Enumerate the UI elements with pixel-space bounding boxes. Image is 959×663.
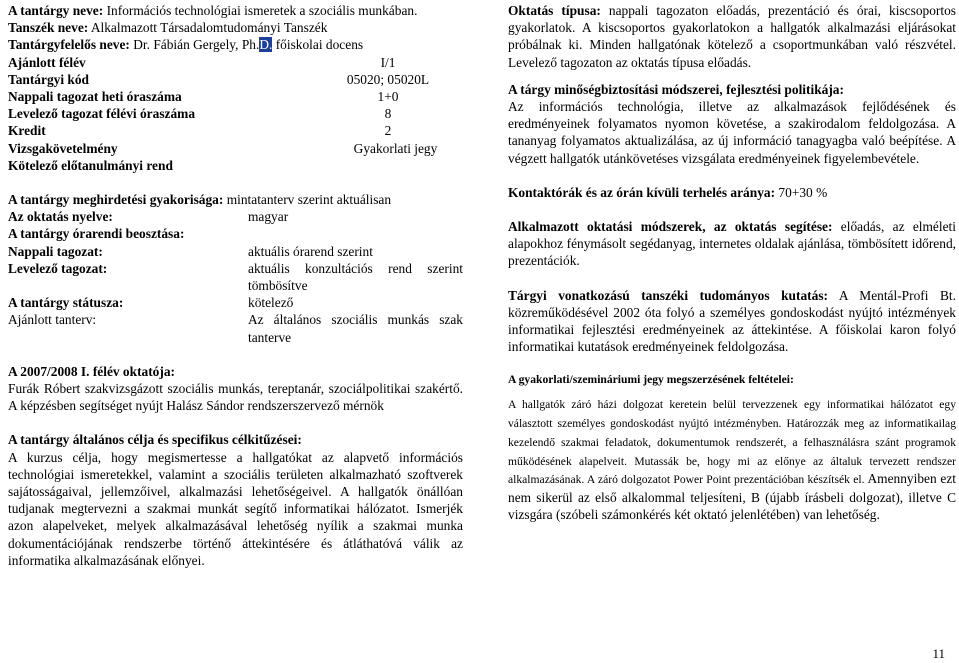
left-column bbox=[8, 2, 463, 569]
course-info-table bbox=[8, 54, 463, 174]
course-name-label: A tantárgy neve: bbox=[8, 3, 104, 18]
methods bbox=[508, 218, 956, 270]
row-label: Kredit bbox=[8, 123, 46, 139]
day-course-label: Nappali tagozat: bbox=[8, 243, 103, 259]
course-lead bbox=[8, 36, 463, 53]
language-value: magyar bbox=[248, 209, 289, 225]
qa-heading: A tárgy minőségbiztosítási módszerei, fejlesztési politikája: bbox=[508, 81, 844, 97]
methods-label: Alkalmazott oktatási módszerek, az oktatás segítése: bbox=[508, 219, 833, 235]
row-value: 2 bbox=[384, 123, 392, 139]
methods-value: előadás, az elméleti alapokhoz fénymásolt segédanyag, internetes oldalak ajánlása, tömbösített időrend, prezentációk. bbox=[508, 219, 956, 269]
table-row bbox=[8, 122, 463, 139]
row-label: Ajánlott félév bbox=[8, 54, 86, 70]
row-label: Levelező tagozat félévi óraszáma bbox=[8, 106, 196, 122]
grading-text-normal: Amennyiben ezt nem sikerül az első alkalommal teljesíteni, B (újabb írásbeli dolgozat), illetve C vizsgára (szóbeli számonkérés két oktató jelenlétében) van lehetőség. bbox=[508, 471, 957, 523]
right-column bbox=[508, 2, 956, 524]
status-row bbox=[8, 294, 463, 311]
row-value: 05020; 05020L bbox=[346, 71, 430, 87]
teacher-heading: A 2007/2008 I. félév oktatója: bbox=[8, 363, 175, 379]
department-value: Alkalmazott Társadalomtudományi Tanszék bbox=[90, 20, 328, 36]
curriculum-row bbox=[8, 311, 463, 345]
teaching-type bbox=[508, 2, 956, 71]
grading-text-small: A hallgatók záró házi dolgozat keretein belül tervezzenek egy informatikai hálózatot egy választott személyes gondoskodást nyújtó intézményben. Határozzák meg az informatikailag kezelendő szakmai feladatok, dokumentumok rendszerét, a felhasználásra szánt programok működésének alapelveit. Mutassák be, hogy mi az előnye az általuk tervezett rendszer alkalmazásának. A záró dolgozatot Power Point prezentációban készítsék el. bbox=[508, 398, 956, 487]
contact-hours-label: Kontaktórák és az órán kívüli terhelés aránya: bbox=[508, 184, 776, 200]
correspondence-value: aktuális konzultációs rend szerint tömbösítve bbox=[248, 260, 463, 294]
status-label: A tantárgy státusza: bbox=[8, 295, 124, 311]
language-row bbox=[8, 208, 463, 225]
timetable-heading: A tantárgy órarendi beosztása: bbox=[8, 226, 185, 242]
table-row bbox=[8, 88, 463, 105]
language-label: Az oktatás nyelve: bbox=[8, 209, 113, 225]
department-label: Tanszék neve: bbox=[8, 20, 89, 36]
course-name-value: Információs technológiai ismeretek a szociális munkában. bbox=[106, 3, 418, 18]
day-course-row bbox=[8, 243, 463, 260]
offer-frequency-label: A tantárgy meghirdetési gyakorisága: bbox=[8, 192, 224, 208]
correspondence-row bbox=[8, 260, 463, 294]
row-label: Nappali tagozat heti óraszáma bbox=[8, 89, 182, 105]
goal-heading: A tantárgy általános célja és specifikus célkitűzései: bbox=[8, 432, 302, 448]
text-selection[interactable]: D. bbox=[259, 37, 273, 53]
row-label: Vizsgakövetelmény bbox=[8, 140, 118, 156]
row-label: Kötelező előtanulmányi rend bbox=[8, 157, 173, 173]
correspondence-label: Levelező tagozat: bbox=[8, 260, 108, 276]
offer-frequency-value: mintatanterv szerint aktuálisan bbox=[226, 192, 392, 208]
page-number: 11 bbox=[932, 646, 945, 661]
row-value: 1+0 bbox=[377, 89, 399, 105]
grading-text bbox=[508, 395, 956, 523]
contact-hours bbox=[508, 184, 956, 201]
row-value bbox=[313, 157, 463, 174]
table-row bbox=[8, 71, 463, 88]
contact-hours-value: 70+30 % bbox=[778, 184, 828, 200]
status-value: kötelező bbox=[248, 295, 294, 311]
course-lead-title: főiskolai docens bbox=[272, 37, 364, 53]
row-value: 8 bbox=[384, 106, 392, 122]
course-lead-value: Dr. Fábián Gergely, Ph. bbox=[133, 37, 260, 53]
goal-text: A kurzus célja, hogy megismertesse a hallgatókat az alapvető információs technológiai ismeretekkel, valamint a szociális területen alkalmazható szoftverek sajátosságaival, jellemzőivel, alkalmazási lehetőségeivel. A hallgatók önállóan tudjanak megtervezni a szakmai munkát segítő informatikai hálózatot. Ismerjék azon alapelveket, melyek alkalmazásával lehetőség nyílik a szakmai munka dokumentációjának rendszerbe történő áttekintésére és átláthatóvá válik az informatika alkalmazásának előnyei. bbox=[8, 449, 463, 568]
teacher-text: Furák Róbert szakvizsgázott szociális munkás, tereptanár, szociálpolitikai szakértő. A képzésben segítséget nyújt Halász Sándor rendszerszervező mérnök bbox=[8, 381, 463, 414]
curriculum-value: Az általános szociális munkás szak tanterve bbox=[248, 312, 463, 345]
table-row bbox=[8, 140, 463, 157]
row-label: Tantárgyi kód bbox=[8, 71, 89, 87]
research-value: A Mentál-Profi Bt. közreműködésével 2002 óta folyó a személyes gondoskodást nyújtó intézmények informatikai fejlesztési eredményeinek az áttekintése. A főiskolai karon folyó informatikai kutatások eredményeinek feldolgozása. bbox=[508, 287, 957, 355]
row-value: I/1 bbox=[380, 54, 396, 70]
offer-frequency bbox=[8, 191, 463, 208]
grading-heading: A gyakorlati/szemináriumi jegy megszerzésének feltételei: bbox=[508, 373, 794, 387]
research-label: Tárgyi vonatkozású tanszéki tudományos kutatás: bbox=[508, 287, 828, 303]
qa-text: Az információs technológia, illetve az alkalmazások fejlődésének és eredményeinek folyamatos nyomon követése, a szakirodalom feldolgozása. A tananyag folyamatos aktualizálása, az új információ tanagyagba való beépítése. A végzett hallgatók utánkövetéses vizsgálata eredményeinek figyelembevétele. bbox=[508, 99, 956, 166]
teaching-type-label: Oktatás típusa: bbox=[508, 3, 601, 18]
table-row bbox=[8, 157, 463, 174]
department bbox=[8, 19, 463, 36]
table-row bbox=[8, 105, 463, 122]
teaching-type-value: nappali tagozaton előadás, prezentáció és órai, kiscsoportos gyakorlatok. A kiscsoportos gyakorlatokon a hallgatók alkalmazási eljárásokat próbálnak ki. Minden hallgatónak kötelező a csoportmunkában való részvétel. Levelező tagozaton az oktatás típusa előadás. bbox=[508, 3, 956, 70]
curriculum-label: Ajánlott tanterv: bbox=[8, 312, 97, 328]
table-row bbox=[8, 54, 463, 71]
row-value: Gyakorlati jegy bbox=[353, 140, 438, 156]
course-name bbox=[8, 2, 463, 19]
research bbox=[508, 287, 956, 356]
day-course-value: aktuális órarend szerint bbox=[248, 243, 373, 259]
course-lead-label: Tantárgyfelelős neve: bbox=[8, 37, 130, 53]
